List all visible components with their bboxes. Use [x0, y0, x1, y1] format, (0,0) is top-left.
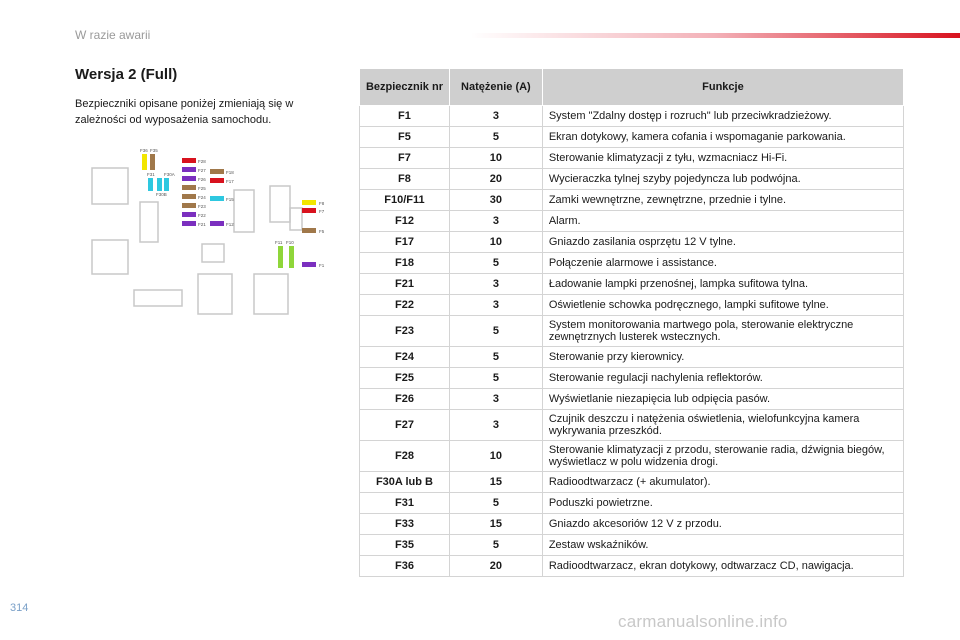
- function-cell: Sterowanie regulacji nachylenia reflektorów.: [542, 368, 903, 389]
- amperage-cell: 10: [449, 148, 542, 169]
- fuse-f15: [210, 196, 224, 201]
- label-f35: F35: [150, 148, 158, 153]
- function-cell: Ekran dotykowy, kamera cofania i wspomaganie parkowania.: [542, 127, 903, 148]
- amperage-cell: 5: [449, 493, 542, 514]
- fuse-f36: [142, 154, 147, 170]
- function-cell: Oświetlenie schowka podręcznego, lampki sufitowe tylne.: [542, 295, 903, 316]
- amperage-cell: 3: [449, 295, 542, 316]
- diagram-slot: [202, 244, 224, 262]
- fuse-number-cell: F5: [360, 127, 450, 148]
- function-cell: Gniazdo zasilania osprzętu 12 V tylne.: [542, 232, 903, 253]
- amperage-cell: 5: [449, 127, 542, 148]
- function-cell: Radioodtwarzacz, ekran dotykowy, odtwarzacz CD, nawigacja.: [542, 556, 903, 577]
- amperage-cell: 3: [449, 389, 542, 410]
- function-cell: Ładowanie lampki przenośnej, lampka sufitowa tylna.: [542, 274, 903, 295]
- function-cell: Sterowanie przy kierownicy.: [542, 347, 903, 368]
- header-accent-bar: [470, 33, 960, 38]
- table-row: [360, 514, 904, 535]
- table-row: [360, 232, 904, 253]
- label-f25: F25: [198, 186, 206, 191]
- fuse-f25: [182, 185, 196, 190]
- diagram-slot: [140, 202, 158, 242]
- fuse-number-cell: F8: [360, 169, 450, 190]
- function-cell: System monitorowania martwego pola, sterowanie elektryczne zewnętrznych lusterek wstecznych.: [542, 316, 903, 347]
- fuse-number-cell: F26: [360, 389, 450, 410]
- label-f28: F28: [198, 159, 206, 164]
- fuse-number-cell: F28: [360, 441, 450, 472]
- table-row: [360, 389, 904, 410]
- fuse-f27: [182, 167, 196, 172]
- fuse-f5: [302, 228, 316, 233]
- fuse-number-cell: F10/F11: [360, 190, 450, 211]
- function-cell: Połączenie alarmowe i assistance.: [542, 253, 903, 274]
- table-row: [360, 410, 904, 441]
- fuse-f35: [150, 154, 155, 170]
- fuse-table: [359, 68, 904, 577]
- fuse-number-cell: F17: [360, 232, 450, 253]
- fuse-f30b: [157, 178, 162, 191]
- table-row: [360, 127, 904, 148]
- label-f30b: F30B: [156, 192, 167, 197]
- diagram-slot: [290, 208, 302, 230]
- function-cell: Wyświetlanie niezapięcia lub odpięcia pasów.: [542, 389, 903, 410]
- amperage-cell: 3: [449, 106, 542, 127]
- table-row: [360, 169, 904, 190]
- label-f26: F26: [198, 177, 206, 182]
- fuse-number-cell: F25: [360, 368, 450, 389]
- fuse-number-cell: F30A lub B: [360, 472, 450, 493]
- amperage-cell: 20: [449, 556, 542, 577]
- fuse-box-diagram: [86, 140, 336, 330]
- page-header-title: W razie awarii: [75, 28, 151, 42]
- function-cell: Sterowanie klimatyzacji z tyłu, wzmacniacz Hi-Fi.: [542, 148, 903, 169]
- table-header-row: [360, 69, 904, 106]
- fuse-number-cell: F27: [360, 410, 450, 441]
- fuse-number-cell: F1: [360, 106, 450, 127]
- label-f23: F23: [198, 204, 206, 209]
- label-f21: F21: [198, 222, 206, 227]
- label-f8: F8: [319, 201, 325, 206]
- table-row: [360, 274, 904, 295]
- table-row: [360, 441, 904, 472]
- amperage-cell: 3: [449, 211, 542, 232]
- table-row: [360, 493, 904, 514]
- function-cell: Radioodtwarzacz (+ akumulator).: [542, 472, 903, 493]
- amperage-cell: 15: [449, 472, 542, 493]
- fuse-f30a: [164, 178, 169, 191]
- table-row: [360, 190, 904, 211]
- fuse-f24: [182, 194, 196, 199]
- label-f31: F31: [147, 172, 155, 177]
- fuse-number-cell: F7: [360, 148, 450, 169]
- amperage-cell: 5: [449, 535, 542, 556]
- label-f17: F17: [226, 179, 234, 184]
- label-f12: F12: [226, 222, 234, 227]
- label-f27: F27: [198, 168, 206, 173]
- diagram-slot: [270, 186, 290, 222]
- label-f11: F11: [275, 240, 283, 245]
- label-f1: F1: [319, 263, 325, 268]
- page-number: 314: [10, 602, 29, 614]
- amperage-cell: 3: [449, 410, 542, 441]
- table-row: [360, 295, 904, 316]
- diagram-slot: [92, 168, 128, 204]
- fuse-number-cell: F12: [360, 211, 450, 232]
- amperage-cell: 10: [449, 232, 542, 253]
- label-f22: F22: [198, 213, 206, 218]
- amperage-cell: 15: [449, 514, 542, 535]
- function-cell: System "Zdalny dostęp i rozruch" lub przeciwkradzieżowy.: [542, 106, 903, 127]
- fuse-f8: [302, 200, 316, 205]
- table-row: [360, 211, 904, 232]
- fuse-f31: [148, 178, 153, 191]
- section-title: Wersja 2 (Full): [75, 66, 178, 83]
- diagram-slot: [134, 290, 182, 306]
- table-row: [360, 148, 904, 169]
- table-row: [360, 253, 904, 274]
- amperage-cell: 10: [449, 441, 542, 472]
- label-f15: F15: [226, 197, 234, 202]
- amperage-cell: 20: [449, 169, 542, 190]
- function-cell: Sterowanie klimatyzacji z przodu, sterowanie radia, dźwignia biegów, wyświetlacz w polu widzenia drogi.: [542, 441, 903, 472]
- fuse-f10: [289, 246, 294, 268]
- table-row: [360, 472, 904, 493]
- label-f30a: F30A: [164, 172, 175, 177]
- fuse-f26: [182, 176, 196, 181]
- function-cell: Gniazdo akcesoriów 12 V z przodu.: [542, 514, 903, 535]
- function-cell: Wycieraczka tylnej szyby pojedyncza lub podwójna.: [542, 169, 903, 190]
- amperage-cell: 5: [449, 368, 542, 389]
- fuse-number-cell: F36: [360, 556, 450, 577]
- function-cell: Zamki wewnętrzne, zewnętrzne, przednie i tylne.: [542, 190, 903, 211]
- watermark: carmanualsonline.info: [618, 612, 788, 631]
- fuse-f28: [182, 158, 196, 163]
- fuse-f23: [182, 203, 196, 208]
- diagram-slot: [92, 240, 128, 274]
- table-row: [360, 368, 904, 389]
- fuse-f17: [210, 178, 224, 183]
- column-header-amp: Natężenie (A): [449, 69, 542, 106]
- label-f18: F18: [226, 170, 234, 175]
- function-cell: Zestaw wskaźników.: [542, 535, 903, 556]
- intro-text: Bezpieczniki opisane poniżej zmieniają się w zależności od wyposażenia samochodu.: [75, 98, 294, 126]
- function-cell: Czujnik deszczu i natężenia oświetlenia, wielofunkcyjna kamera wykrywania przeszkód.: [542, 410, 903, 441]
- function-cell: Alarm.: [542, 211, 903, 232]
- label-f5: F5: [319, 229, 325, 234]
- amperage-cell: 30: [449, 190, 542, 211]
- amperage-cell: 5: [449, 347, 542, 368]
- column-header-functions: Funkcje: [542, 69, 903, 106]
- fuse-f11: [278, 246, 283, 268]
- column-header-fuse: Bezpiecznik nr: [360, 69, 450, 106]
- fuse-f12: [210, 221, 224, 226]
- fuse-f22: [182, 212, 196, 217]
- fuse-f7: [302, 208, 316, 213]
- amperage-cell: 5: [449, 253, 542, 274]
- fuse-f21: [182, 221, 196, 226]
- fuse-f1: [302, 262, 316, 267]
- diagram-slot: [254, 274, 288, 314]
- amperage-cell: 5: [449, 316, 542, 347]
- table-row: [360, 535, 904, 556]
- diagram-slot: [234, 190, 254, 232]
- table-row: [360, 316, 904, 347]
- label-f10: F10: [286, 240, 294, 245]
- label-f36: F36: [140, 148, 148, 153]
- label-f24: F24: [198, 195, 206, 200]
- fuse-number-cell: F24: [360, 347, 450, 368]
- fuse-f18: [210, 169, 224, 174]
- fuse-number-cell: F33: [360, 514, 450, 535]
- table-row: [360, 347, 904, 368]
- table-row: [360, 556, 904, 577]
- fuse-number-cell: F23: [360, 316, 450, 347]
- fuse-number-cell: F21: [360, 274, 450, 295]
- fuse-block-right: [278, 200, 316, 268]
- table-row: [360, 106, 904, 127]
- diagram-slot: [198, 274, 232, 314]
- fuse-number-cell: F31: [360, 493, 450, 514]
- label-f7: F7: [319, 209, 325, 214]
- function-cell: Poduszki powietrzne.: [542, 493, 903, 514]
- fuse-number-cell: F18: [360, 253, 450, 274]
- fuse-number-cell: F22: [360, 295, 450, 316]
- fuse-number-cell: F35: [360, 535, 450, 556]
- amperage-cell: 3: [449, 274, 542, 295]
